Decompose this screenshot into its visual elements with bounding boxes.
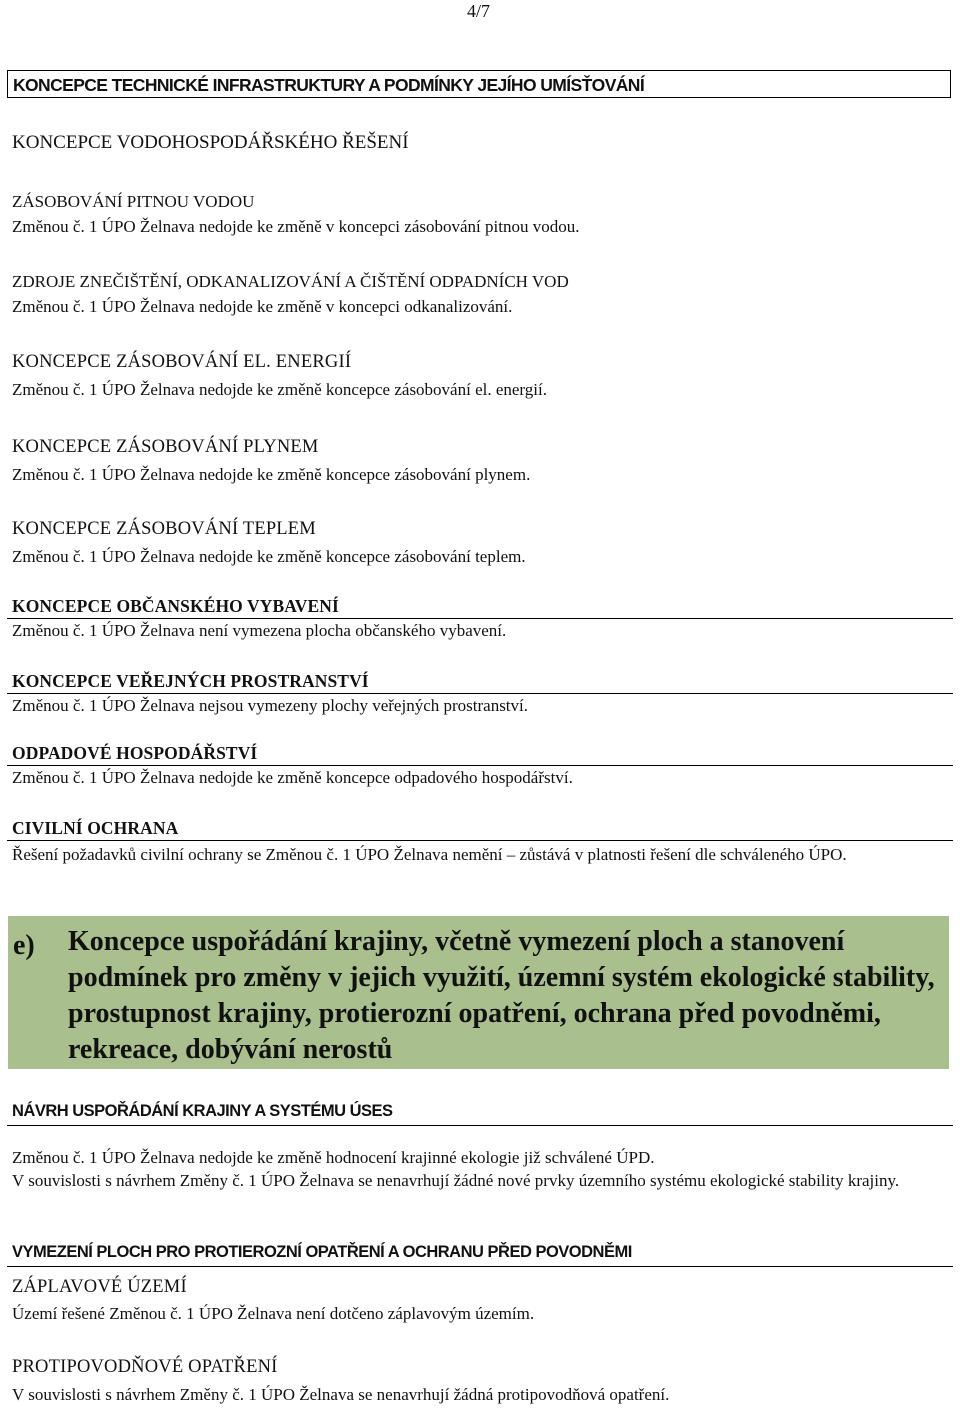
public-space-text: Změnou č. 1 ÚPO Želnava nejsou vymezeny plochy veřejných prostranství. bbox=[12, 696, 529, 715]
flood-zone-text: Území řešené Změnou č. 1 ÚPO Želnava není dotčeno záplavovým územím. bbox=[12, 1304, 535, 1323]
landscape-heading: NÁVRH USPOŘÁDÁNÍ KRAJINY A SYSTÉMU ÚSES bbox=[12, 1102, 393, 1120]
water-supply-heading: ZÁSOBOVÁNÍ PITNOU VODOU bbox=[12, 192, 255, 211]
civic-heading: KONCEPCE OBČANSKÉHO VYBAVENÍ bbox=[12, 596, 339, 616]
flood-measures-text: V souvislosti s návrhem Změny č. 1 ÚPO Želnava se nenavrhují žádná protipovodňová opatření. bbox=[12, 1385, 670, 1404]
gas-heading: KONCEPCE ZÁSOBOVÁNÍ PLYNEM bbox=[12, 437, 319, 457]
flood-measures-heading: PROTIPOVODŇOVÉ OPATŘENÍ bbox=[12, 1357, 278, 1377]
civic-underline bbox=[7, 618, 953, 619]
chapter-e-letter: e) bbox=[13, 930, 35, 961]
public-space-heading: KONCEPCE VEŘEJNÝCH PROSTRANSTVÍ bbox=[12, 671, 369, 691]
waste-underline bbox=[7, 765, 953, 766]
gas-text: Změnou č. 1 ÚPO Želnava nedojde ke změně koncepce zásobování plynem. bbox=[12, 465, 531, 484]
chapter-e-banner bbox=[8, 916, 949, 1069]
sewage-heading: ZDROJE ZNEČIŠTĚNÍ, ODKANALIZOVÁNÍ A ČIŠTĚNÍ ODPADNÍCH VOD bbox=[12, 272, 569, 291]
civic-text: Změnou č. 1 ÚPO Želnava není vymezena plocha občanského vybavení. bbox=[12, 621, 507, 640]
landscape-text-2: V souvislosti s návrhem Změny č. 1 ÚPO Želnava se nenavrhují žádné nové prvky územního systému ekologické stability krajiny. bbox=[12, 1171, 900, 1190]
waste-text: Změnou č. 1 ÚPO Želnava nedojde ke změně koncepce odpadového hospodářství. bbox=[12, 768, 573, 787]
electricity-text: Změnou č. 1 ÚPO Želnava nedojde ke změně koncepce zásobování el. energií. bbox=[12, 380, 547, 399]
waste-heading: ODPADOVÉ HOSPODÁŘSTVÍ bbox=[12, 743, 258, 763]
water-supply-text: Změnou č. 1 ÚPO Želnava nedojde ke změně v koncepci zásobování pitnou vodou. bbox=[12, 217, 580, 236]
section-heading: KONCEPCE TECHNICKÉ INFRASTRUKTURY A PODMÍNKY JEJÍHO UMÍSŤOVÁNÍ bbox=[7, 70, 951, 98]
heat-text: Změnou č. 1 ÚPO Želnava nedojde ke změně koncepce zásobování teplem. bbox=[12, 547, 526, 566]
flood-underline bbox=[7, 1266, 953, 1267]
civil-protection-text: Řešení požadavků civilní ochrany se Změnou č. 1 ÚPO Želnava nemění – zůstává v platnosti řešení dle schváleného ÚPO. bbox=[12, 845, 847, 864]
landscape-underline bbox=[7, 1125, 953, 1126]
sewage-text: Změnou č. 1 ÚPO Želnava nedojde ke změně v koncepci odkanalizování. bbox=[12, 297, 513, 316]
heat-heading: KONCEPCE ZÁSOBOVÁNÍ TEPLEM bbox=[12, 519, 316, 539]
water-heading: KONCEPCE VODOHOSPODÁŘSKÉHO ŘEŠENÍ bbox=[12, 132, 409, 153]
public-space-underline bbox=[7, 693, 953, 694]
chapter-e-title: Koncepce uspořádání krajiny, včetně vymezení ploch a stanovení podmínek pro změny v jejich využití, územní systém ekologické stability, prostupnost krajiny, protierozní opatření, ochrana před povodněmi, rekreace, dobývání nerostů bbox=[68, 926, 935, 1065]
electricity-heading: KONCEPCE ZÁSOBOVÁNÍ EL. ENERGIÍ bbox=[12, 352, 352, 372]
flood-zone-heading: ZÁPLAVOVÉ ÚZEMÍ bbox=[12, 1277, 187, 1297]
flood-heading: VYMEZENÍ PLOCH PRO PROTIEROZNÍ OPATŘENÍ A OCHRANU PŘED POVODNĚMI bbox=[12, 1243, 632, 1261]
page-number: 4/7 bbox=[467, 1, 491, 21]
landscape-text-1: Změnou č. 1 ÚPO Želnava nedojde ke změně hodnocení krajinné ekologie již schválené ÚPD. bbox=[12, 1148, 655, 1167]
civil-protection-heading: CIVILNÍ OCHRANA bbox=[12, 818, 179, 838]
civil-protection-underline bbox=[7, 840, 953, 841]
